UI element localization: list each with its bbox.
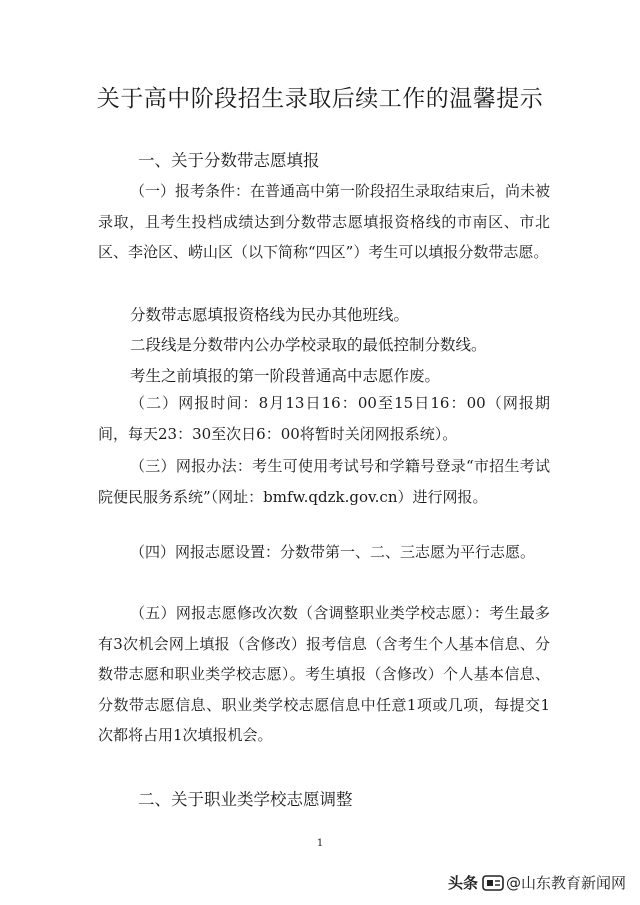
paragraph-qualification-line: 分数带志愿填报资格线为民办其他班线。	[130, 306, 410, 324]
toutiao-logo-icon	[482, 874, 504, 892]
watermark-account: @山东教育新闻网	[505, 874, 626, 892]
paragraph-previous-void: 考生之前填报的第一阶段普通高中志愿作废。	[130, 367, 441, 385]
paragraph-eligibility: （一）报考条件：在普通高中第一阶段招生录取结束后，尚未被录取，且考生投档成绩达到分数带志愿填报资格线的市南区、市北区、李沧区、崂山区（以下简称“四区”）考生可以填报分数带志愿。	[98, 182, 551, 261]
paragraph-online-time: （二）网报时间：8月13日16：00至15日16：00（网报期间，每天23：30至次日6：00将暂时关闭网报系统）。	[98, 394, 550, 443]
paragraph-modification-count: （五）网报志愿修改次数（含调整职业类学校志愿）：考生最多有3次机会网上填报（含修改）报考信息（含考生个人基本信息、分数带志愿和职业类学校志愿）。考生填报（含修改）个人基本信息、分数带志愿信息、职业类学校志愿信息中任意1项或几项，每提交1次都将占用1次填报机会。	[98, 604, 550, 744]
source-watermark	[448, 872, 626, 893]
paragraph-online-method: （三）网报办法：考生可使用考试号和学籍号登录“市招生考试院便民服务系统”（网址：bmfw.qdzk.gov.cn）进行网报。	[98, 457, 550, 506]
section-1-heading: 一、关于分数带志愿填报	[138, 151, 320, 170]
page-number: 1	[316, 838, 324, 849]
document-title: 关于高中阶段招生录取后续工作的温馨提示	[96, 86, 544, 112]
watermark-brand: 头条	[447, 874, 478, 892]
paragraph-preference-setting: （四）网报志愿设置：分数带第一、二、三志愿为平行志愿。	[130, 543, 536, 561]
section-2-heading: 二、关于职业类学校志愿调整	[138, 790, 353, 809]
paragraph-second-line: 二段线是分数带内公办学校录取的最低控制分数线。	[130, 336, 487, 354]
